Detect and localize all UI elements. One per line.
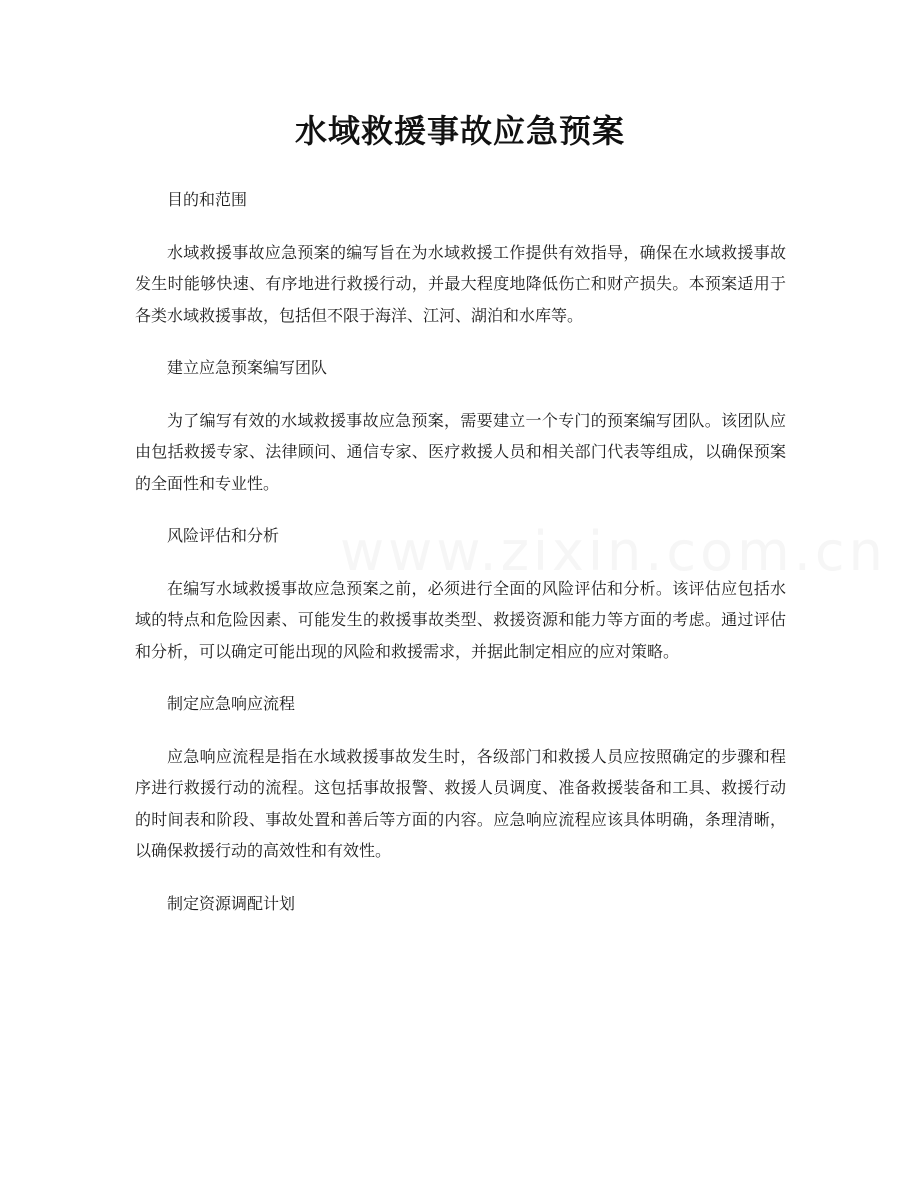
section-body-purpose: 水域救援事故应急预案的编写旨在为水域救援工作提供有效指导，确保在水域救援事故发生时能够快速、有序地进行救援行动，并最大程度地降低伤亡和财产损失。本预案适用于各类水域救援事故，包括但不限于海洋、江河、湖泊和水库等。: [135, 242, 786, 325]
document-body: [135, 184, 786, 940]
section-heading-risk: 风险评估和分析: [167, 526, 280, 545]
section-body-team: 为了编写有效的水域救援事故应急预案，需要建立一个专门的预案编写团队。该团队应由包括救援专家、法律顾问、通信专家、医疗救援人员和相关部门代表等组成，以确保预案的全面性和专业性。: [135, 410, 786, 493]
section-body-risk: 在编写水域救援事故应急预案之前，必须进行全面的风险评估和分析。该评估应包括水域的特点和危险因素、可能发生的救援事故类型、救援资源和能力等方面的考虑。通过评估和分析，可以确定可能出现的风险和救援需求，并据此制定相应的应对策略。: [135, 578, 786, 661]
section-heading-resources: 制定资源调配计划: [167, 893, 296, 913]
section-heading-purpose: 目的和范围: [167, 190, 248, 209]
section-heading-team: 建立应急预案编写团队: [167, 358, 328, 377]
watermark: www.zixin.com.cn: [340, 520, 887, 583]
document-title: 水域救援事故应急预案: [294, 112, 625, 150]
section-heading-response: 制定应急响应流程: [167, 694, 296, 713]
section-body-response: 应急响应流程是指在水域救援事故发生时，各级部门和救援人员应按照确定的步骤和程序进行救援行动的流程。这包括事故报警、救援人员调度、准备救援装备和工具、救援行动的时间表和阶段、事故处置和善后等方面的内容。应急响应流程应该具体明确，条理清晰，以确保救援行动的高效性和有效性。: [135, 746, 786, 860]
